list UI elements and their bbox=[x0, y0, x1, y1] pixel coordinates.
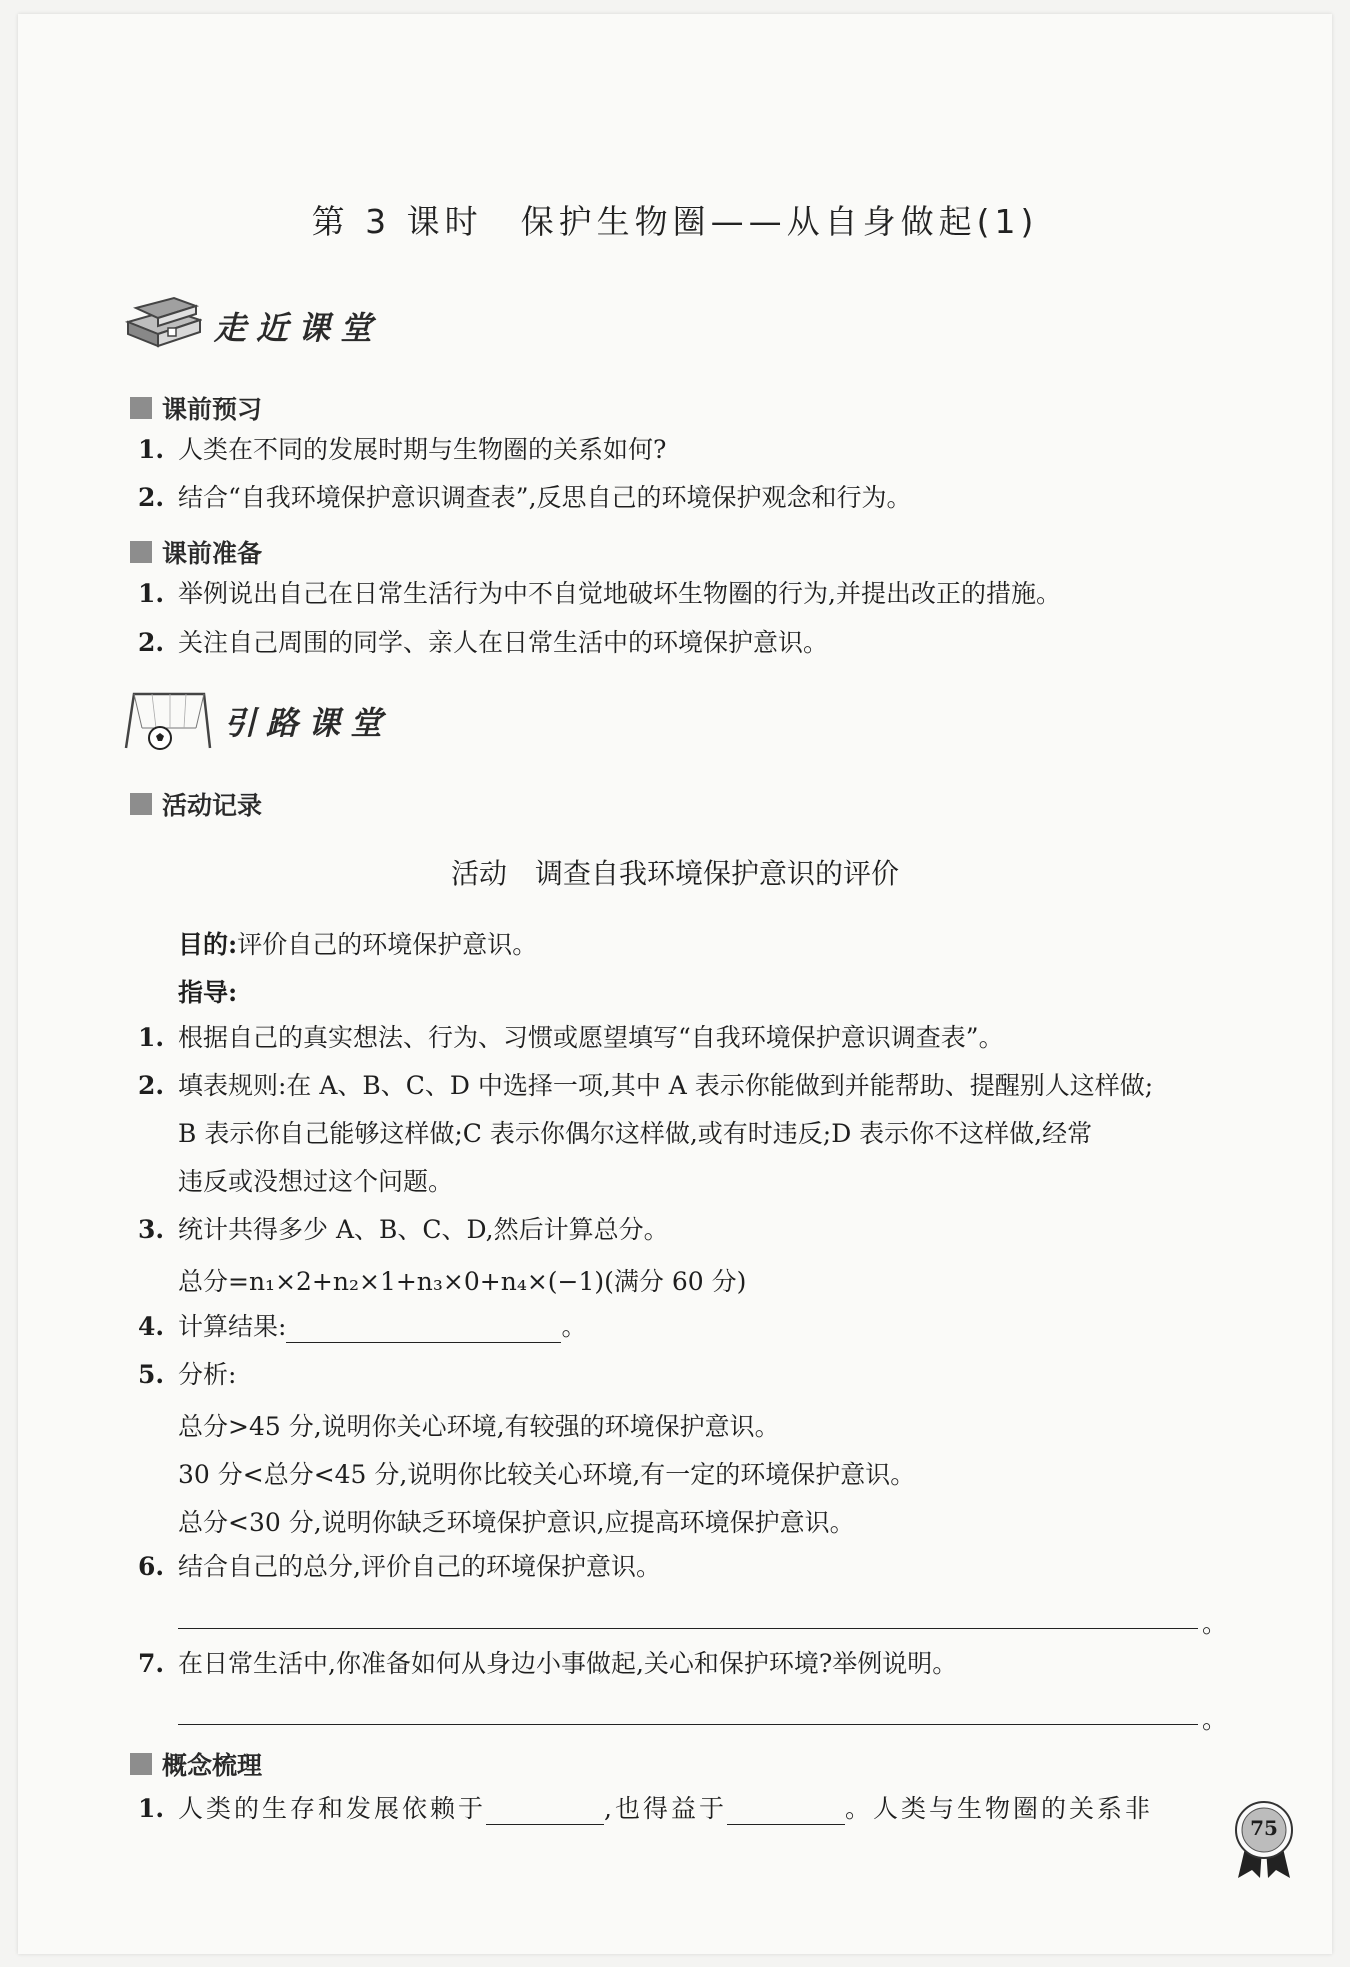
banner-yinlu bbox=[122, 688, 392, 754]
q7-answer-blank[interactable] bbox=[178, 1724, 1198, 1725]
section-prepare bbox=[130, 534, 262, 570]
activity-title: 活动 调查自我环境保护意识的评价 bbox=[450, 857, 899, 890]
section-label: 课前预习 bbox=[162, 395, 263, 424]
guide-item-analysis: 5. 分析: bbox=[138, 1360, 237, 1389]
section-square-icon bbox=[130, 1753, 152, 1775]
banner-label: 引路课堂 bbox=[224, 704, 393, 742]
guide-item-continued: B 表示你自己能够这样做;C 表示你偶尔这样做,或有时违反;D 表示你不这样做,经常 bbox=[178, 1119, 1093, 1148]
page-number: 75 bbox=[1250, 1816, 1278, 1840]
guide-item: 1. 根据自己的真实想法、行为、习惯或愿望填写“自我环境保护意识调查表”。 bbox=[138, 1023, 1004, 1052]
section-label: 概念梳理 bbox=[162, 1751, 263, 1780]
prepare-item: 2. 关注自己周围的同学、亲人在日常生活中的环境保护意识。 bbox=[138, 628, 829, 657]
guide-item: 3. 统计共得多少 A、B、C、D,然后计算总分。 bbox=[138, 1215, 669, 1244]
preview-item: 2. 结合“自我环境保护意识调查表”,反思自己的环境保护观念和行为。 bbox=[138, 483, 912, 512]
award-ribbon-icon bbox=[1232, 1800, 1296, 1880]
analysis-line: 总分>45 分,说明你关心环境,有较强的环境保护意识。 bbox=[178, 1412, 780, 1441]
section-square-icon bbox=[130, 541, 152, 563]
banner-label: 走近课堂 bbox=[214, 309, 383, 347]
soccer-goal-icon bbox=[122, 688, 212, 754]
preview-item: 1. 人类在不同的发展时期与生物圈的关系如何? bbox=[138, 435, 667, 464]
analysis-line: 总分<30 分,说明你缺乏环境保护意识,应提高环境保护意识。 bbox=[178, 1508, 855, 1537]
activity-purpose: 目的:评价自己的环境保护意识。 bbox=[178, 930, 538, 959]
concept-blank-1[interactable] bbox=[486, 1798, 604, 1825]
section-label: 课前准备 bbox=[162, 539, 263, 568]
guide-item-continued: 违反或没想过这个问题。 bbox=[178, 1167, 454, 1196]
activity-guide-label: 指导: bbox=[178, 978, 238, 1007]
page-title: 第 3 课时 保护生物圈——从自身做起(1) bbox=[311, 202, 1039, 241]
q6-answer-blank[interactable] bbox=[178, 1628, 1198, 1629]
guide-item: 2. 填表规则:在 A、B、C、D 中选择一项,其中 A 表示你能做到并能帮助、提醒别人这样做; bbox=[138, 1071, 1154, 1100]
section-activity bbox=[130, 786, 262, 822]
result-blank[interactable] bbox=[286, 1316, 561, 1343]
section-square-icon bbox=[130, 793, 152, 815]
analysis-line: 30 分<总分<45 分,说明你比较关心环境,有一定的环境保护意识。 bbox=[178, 1460, 916, 1489]
banner-zoujin bbox=[122, 292, 382, 360]
section-preview bbox=[130, 390, 262, 426]
guide-item-q7: 7. 在日常生活中,你准备如何从身边小事做起,关心和保护环境?举例说明。 bbox=[138, 1649, 958, 1678]
prepare-item: 1. 举例说出自己在日常生活行为中不自觉地破坏生物圈的行为,并提出改正的措施。 bbox=[138, 579, 1061, 608]
section-label: 活动记录 bbox=[162, 791, 263, 820]
section-square-icon bbox=[130, 397, 152, 419]
section-concept bbox=[130, 1746, 262, 1782]
guide-item-q6: 6. 结合自己的总分,评价自己的环境保护意识。 bbox=[138, 1552, 661, 1581]
guide-item-result: 4. 计算结果: 。 bbox=[138, 1312, 587, 1341]
page-number-badge bbox=[1232, 1800, 1296, 1884]
score-formula: 总分=n₁×2+n₂×1+n₃×0+n₄×(−1)(满分 60 分) bbox=[178, 1267, 747, 1296]
concept-item: 1. 人类的生存和发展依赖于 ,也得益于 。人类与生物圈的关系非 bbox=[138, 1794, 1153, 1823]
concept-blank-2[interactable] bbox=[727, 1798, 845, 1825]
books-icon bbox=[122, 292, 202, 360]
